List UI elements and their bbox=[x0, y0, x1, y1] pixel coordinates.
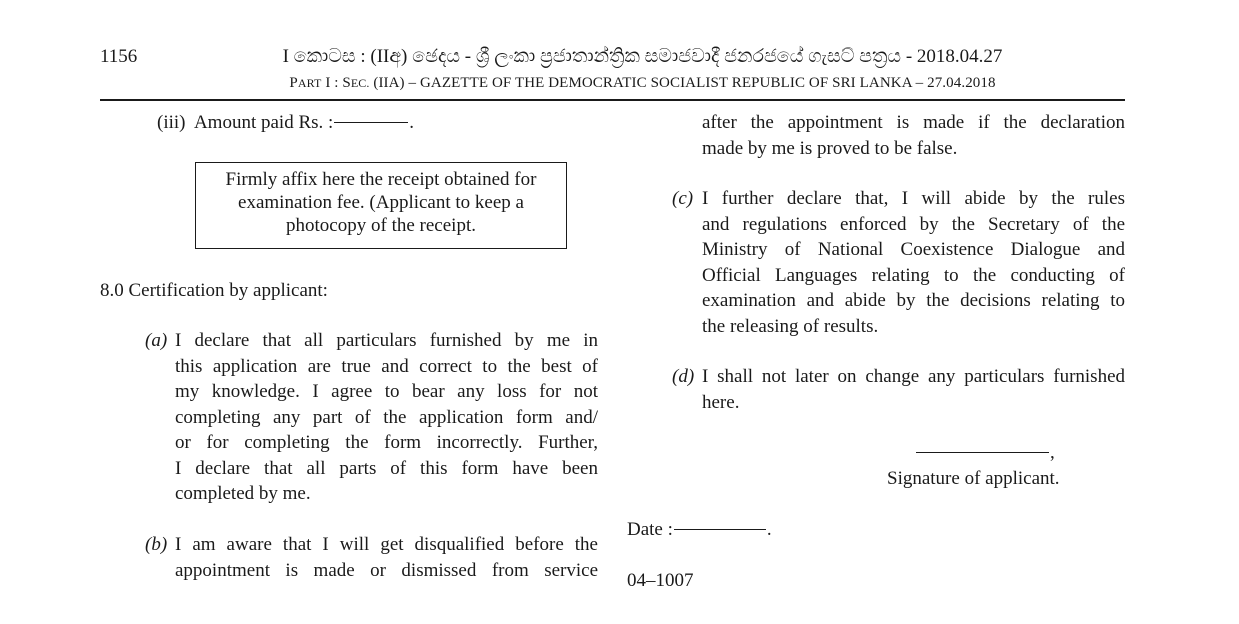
date-label: Date : bbox=[627, 519, 673, 540]
clause-b-line: I am aware that I will get disqualified before the bbox=[175, 534, 598, 555]
date-end: . bbox=[766, 519, 772, 540]
clause-a-line: my knowledge. I agree to bear any loss for not bbox=[175, 381, 598, 402]
clause-c-line: I further declare that, I will abide by the rules bbox=[702, 188, 1125, 209]
clause-a-line: I declare that all particulars furnished by me in bbox=[175, 330, 598, 351]
receipt-box-line: photocopy of the receipt. bbox=[286, 215, 476, 236]
clause-b-line: appointment is made or dismissed from service bbox=[175, 559, 598, 581]
clause-b-text bbox=[175, 532, 598, 583]
clause-a-label: (a) bbox=[145, 330, 168, 351]
amount-paid-end: . bbox=[409, 112, 415, 133]
amount-paid-line bbox=[157, 110, 414, 136]
clause-a-line: this application are true and correct to the best of bbox=[175, 355, 598, 377]
receipt-box-line: Firmly affix here the receipt obtained for bbox=[225, 169, 537, 190]
clause-a-line: completing any part of the application form and/ bbox=[175, 406, 598, 428]
clause-c-line: Official Languages relating to the conducting of bbox=[702, 264, 1125, 286]
amount-paid-label: Amount paid Rs. : bbox=[193, 112, 334, 133]
clause-d-line: here. bbox=[702, 391, 740, 413]
date-blank[interactable] bbox=[674, 529, 766, 530]
signature-line bbox=[915, 440, 1055, 466]
receipt-box-line: examination fee. (Applicant to keep a bbox=[238, 192, 524, 213]
clause-d-line: I shall not later on change any particulars furnished bbox=[702, 366, 1125, 387]
reference-number: 04–1007 bbox=[627, 570, 694, 591]
clause-c-line: the releasing of results. bbox=[702, 315, 879, 337]
signature-caption: Signature of applicant. bbox=[887, 468, 1060, 489]
clause-c-line: examination and abide by the decisions relating to bbox=[702, 290, 1125, 311]
signature-blank[interactable] bbox=[916, 452, 1049, 453]
clause-c-text bbox=[702, 186, 1125, 339]
sec-cap: S bbox=[342, 75, 351, 91]
page-number: 1156 bbox=[100, 46, 138, 67]
clause-a-text bbox=[175, 328, 598, 507]
amount-paid-numeral: (iii) bbox=[157, 112, 186, 133]
clause-a-line: I declare that all parts of this form have been bbox=[175, 457, 598, 479]
english-header bbox=[160, 75, 1125, 92]
clause-b-continued bbox=[702, 110, 1125, 161]
clause-c-label: (c) bbox=[672, 188, 694, 209]
signature-comma: , bbox=[1050, 442, 1055, 463]
part-rest: ART bbox=[297, 76, 322, 90]
clause-a-line: or for completing the form incorrectly. Further, bbox=[175, 432, 598, 453]
clause-d-text bbox=[702, 364, 1125, 415]
amount-paid-blank[interactable] bbox=[334, 122, 408, 123]
clause-b-continued-line: after the appointment is made if the declaration bbox=[702, 112, 1125, 133]
clause-b-continued-line: made by me is proved to be false. bbox=[702, 137, 958, 159]
clause-d-label: (d) bbox=[672, 366, 695, 387]
part-cap: P bbox=[289, 75, 298, 91]
receipt-box bbox=[195, 162, 567, 249]
clause-a-line: completed by me. bbox=[175, 483, 311, 504]
clause-c-line: Ministry of National Coexistence Dialogue and bbox=[702, 239, 1125, 260]
title-rest: (IIA) – GAZETTE OF THE DEMOCRATIC SOCIALIST REPUBLIC OF SRI LANKA – 27.04.2018 bbox=[373, 75, 996, 91]
sec-rest: EC. bbox=[350, 76, 370, 90]
header-rule bbox=[100, 99, 1125, 101]
section-heading: 8.0 Certification by applicant: bbox=[100, 280, 328, 301]
clause-b-label: (b) bbox=[145, 534, 168, 555]
part-numeral: I : bbox=[325, 75, 339, 91]
date-line bbox=[627, 517, 772, 543]
clause-c-line: and regulations enforced by the Secretary of the bbox=[702, 213, 1125, 235]
sinhala-header: I කොටස : (IIඅ) ඡෙදය - ශ්‍රී ලංකා ප්‍රජාතාන්ත්‍රික සමාජවාදී ජනරජයේ ගැසට් පත්‍රය - 2018.04.27 bbox=[282, 46, 1003, 67]
